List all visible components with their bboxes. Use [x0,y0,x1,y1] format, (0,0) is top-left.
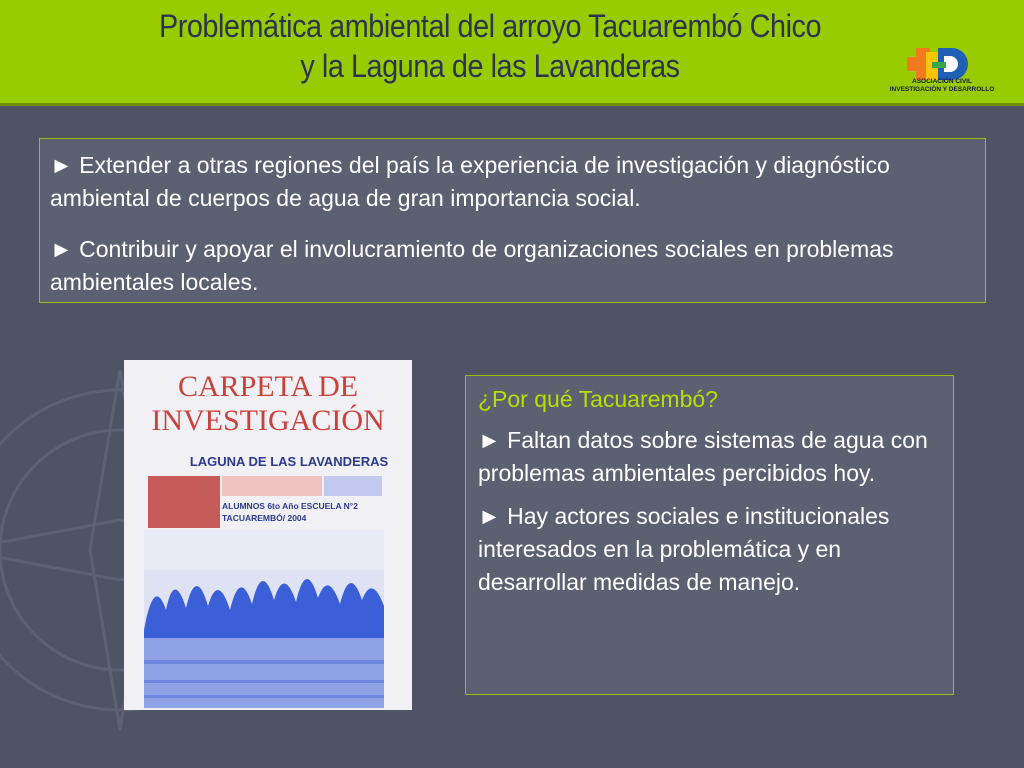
logo-caption [886,78,998,94]
bullet-arrow-icon: ► [478,427,501,453]
cover-blue-band [324,476,382,496]
cover-students-photo [148,476,220,528]
title-line-2: y la Laguna de las Lavanderas [300,48,680,84]
slide-title [103,6,877,86]
cover-title-line-2: INVESTIGACIÓN [151,404,385,437]
title-bar-divider [0,103,1024,106]
bullet-arrow-icon: ► [50,236,73,262]
why-tacuarembo-box [465,375,954,695]
reason-item [478,500,941,599]
objective-item [50,149,975,215]
report-cover-image [124,360,412,710]
reason-item [478,424,941,490]
reason-text: Faltan datos sobre sistemas de agua con problemas ambientales percibidos hoy. [478,427,928,486]
logo-caption-line-2: INVESTIGACIÓN Y DESARROLLO [889,86,995,93]
cover-title [124,370,412,438]
cover-title-line-1: CARPETA DE [177,370,359,403]
cover-info [222,500,392,524]
objectives-box [39,138,986,303]
reason-text: Hay actores sociales e institucionales interesados en la problemática y en desarrollar medidas de manejo. [478,503,890,595]
logo-caption-line-1: ASOCIACIÓN CIVIL [912,78,972,85]
why-heading: ¿Por qué Tacuarembó? [478,386,718,412]
objective-text: Contribuir y apoyar el involucramiento de organizaciones sociales en problemas ambientales locales. [50,236,894,295]
bullet-arrow-icon: ► [478,503,501,529]
cover-info-line-1: ALUMNOS 6to Año ESCUELA N°2 [222,501,358,511]
cover-subtitle: LAGUNA DE LAS LAVANDERAS [189,454,389,469]
lagoon-trees-photo [144,530,384,708]
objective-text: Extender a otras regiones del país la experiencia de investigación y diagnóstico ambiental de cuerpos de agua de gran importancia social. [50,152,890,211]
objective-item [50,233,975,299]
cover-pink-band [222,476,322,496]
title-line-1: Problemática ambiental del arroyo Tacuarembó Chico [158,8,822,44]
cover-info-line-2: TACUAREMBÓ/ 2004 [222,513,307,523]
bullet-arrow-icon: ► [50,152,73,178]
